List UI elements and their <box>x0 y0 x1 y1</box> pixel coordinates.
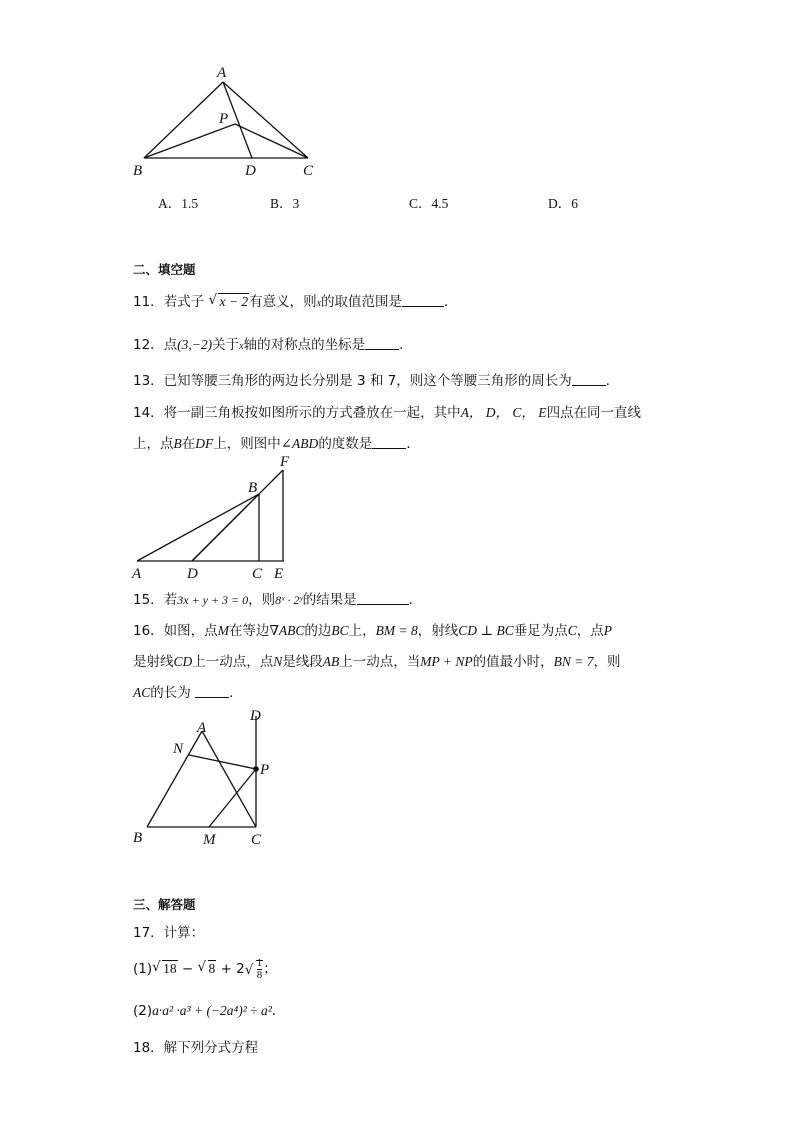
q16-bc: BC <box>331 623 349 638</box>
q16-t3: 的边 <box>304 623 332 639</box>
q17-p1-plus: + 2 <box>216 961 245 977</box>
q15-expr: 8ˣ · 2ʸ <box>275 593 303 607</box>
label-e: E <box>274 566 284 582</box>
q17-p2-expr: a·a² ·a³ + (−2a⁴)² ÷ a² <box>152 1003 272 1018</box>
q11-pre: 若式子 <box>163 294 205 310</box>
q14-line2-pre: 上，点 <box>133 436 174 452</box>
q15-answer-blank[interactable] <box>357 592 409 605</box>
q16-c: C <box>567 623 577 638</box>
q16-t4: 上， <box>348 623 376 639</box>
q11-mid: 有意义，则 <box>249 294 317 310</box>
q17-p1-b: 8 <box>208 961 216 976</box>
label-p: P <box>219 111 229 127</box>
q12-answer-blank[interactable] <box>365 337 399 350</box>
q14-points: A， D， C， E <box>460 405 547 420</box>
q12 <box>133 333 413 353</box>
q14-line1-post: 四点在同一直线 <box>546 405 642 421</box>
q16-ac: AC <box>133 685 151 700</box>
q17-p1-a: 18 <box>163 961 177 976</box>
q12-mid: 关于 <box>212 337 240 353</box>
q14-angle: ∠ABD <box>280 436 319 451</box>
q16-cd2: CD <box>173 654 193 669</box>
q16-figure <box>125 700 285 855</box>
q17-p2-label: (2) <box>133 1003 153 1019</box>
label-p: P <box>260 762 270 778</box>
q17-p1-fd: 8 <box>256 969 263 982</box>
q14-line2 <box>133 432 420 452</box>
q12-var: x <box>239 341 244 352</box>
q11-end: ． <box>444 294 458 310</box>
q10-figure <box>125 60 335 185</box>
q10-option-c: C．4.5 <box>409 196 449 211</box>
q10-option-b: B．3 <box>270 196 300 211</box>
q17-p1-end: ； <box>263 961 277 977</box>
section-3-title: 三、解答题 <box>133 897 196 912</box>
q16-answer-blank[interactable] <box>195 685 229 698</box>
q16-bn: BN = 7 <box>553 654 594 669</box>
q16-t8: 是射线 <box>133 654 174 670</box>
q15-end: ． <box>408 592 423 608</box>
label-d: D <box>245 163 256 179</box>
q11-var: x <box>316 298 322 309</box>
label-f: F <box>280 454 290 470</box>
label-b: B <box>248 480 258 496</box>
seg-bp <box>144 124 235 158</box>
q16-cd: CD ⊥ BC <box>458 623 514 638</box>
q16-line2 <box>133 650 621 670</box>
q16-ab: AB <box>322 654 340 669</box>
q16-t12: 的值最小时， <box>472 654 554 670</box>
q17-part1 <box>133 957 277 981</box>
q17-p1-minus: − <box>177 961 198 977</box>
q16-t13: ，则 <box>593 654 621 670</box>
q11 <box>133 290 458 310</box>
label-c: C <box>303 163 314 179</box>
label-a: A <box>132 566 142 582</box>
q17-p1-sqrt-b: √ 8 <box>197 959 216 976</box>
label-b: B <box>133 830 143 846</box>
q14-answer-blank[interactable] <box>372 436 406 449</box>
q16-t11: 上一动点，当 <box>339 654 421 670</box>
label-n: N <box>173 741 184 757</box>
q16-line1 <box>133 619 612 639</box>
q14-end: ． <box>406 436 420 452</box>
q16-m: M <box>217 623 229 638</box>
label-a: A <box>217 65 227 81</box>
label-c: C <box>252 566 263 582</box>
label-d: D <box>187 566 198 582</box>
q16-t1: 16．如图，点 <box>133 623 218 639</box>
q12-post: 轴的对称点的坐标是 <box>243 337 366 353</box>
q11-post: 的取值范围是 <box>321 294 403 310</box>
seg-mp <box>209 769 256 827</box>
label-b: B <box>133 163 143 179</box>
label-c: C <box>251 832 262 848</box>
q17-p1-sqrt-a: √ 18 <box>152 959 177 976</box>
q15-post: 的结果是 <box>302 592 357 608</box>
q14-line2-post: 的度数是 <box>318 436 373 452</box>
q14-df: DF <box>195 436 214 451</box>
q13-answer-blank[interactable] <box>572 373 606 386</box>
q15 <box>133 588 422 608</box>
q12-end: ． <box>399 337 413 353</box>
q16-t2: 在等边 <box>228 623 270 639</box>
q14-line1-pre: 14．将一副三角板按如图所示的方式叠放在一起，其中 <box>133 405 461 421</box>
q18-title: 18．解下列分式方程 <box>133 1040 259 1056</box>
q16-t10: 是线段 <box>282 654 323 670</box>
q15-num: 15． <box>133 592 164 608</box>
seg-ab <box>137 494 259 561</box>
q16-line3 <box>133 681 243 701</box>
q14-line2-mid: 在 <box>181 436 196 452</box>
q16-tri: ∇ABC <box>269 623 305 638</box>
q17-p1-label: (1) <box>133 961 153 977</box>
q12-point: (3,−2) <box>177 337 213 352</box>
q16-t9: 上一动点，点 <box>192 654 274 670</box>
q16-t7: ，点 <box>576 623 604 639</box>
q17-p1-sqrt-frac: √ $\frac{1}{8}$ <box>244 957 263 982</box>
q16-t5: ，射线 <box>417 623 459 639</box>
q16-t14: 的长为 <box>150 685 191 701</box>
seg-df <box>192 470 283 561</box>
q12-num: 12． <box>133 337 164 353</box>
point-p <box>253 766 259 772</box>
q11-answer-blank[interactable] <box>402 294 444 307</box>
q16-t6: 垂足为点 <box>513 623 568 639</box>
q13-text: 13．已知等腰三角形的两边长分别是 3 和 7，则这个等腰三角形的周长为 <box>133 373 572 389</box>
q14-line2-mid2: 上，则图中 <box>213 436 281 452</box>
q13-end: ． <box>605 373 620 389</box>
q15-pre: 若 <box>163 592 178 608</box>
q16-mpnp: MP + NP <box>420 654 473 669</box>
q17-p1-fn: 1 <box>256 957 263 970</box>
q11-num: 11． <box>133 294 164 310</box>
label-d: D <box>250 708 261 724</box>
q14-figure <box>125 450 315 585</box>
q16-bm: BM = 8 <box>375 623 418 638</box>
q14-line1 <box>133 401 641 421</box>
q10-option-d: D．6 <box>548 196 578 211</box>
q10-option-a: A．1.5 <box>158 196 199 211</box>
q11-radicand: x − 2 <box>219 294 249 309</box>
q16-n: N <box>273 654 283 669</box>
q14-b: B <box>173 436 182 451</box>
q17-part2 <box>133 999 285 1019</box>
q17-title: 17．计算： <box>133 925 205 941</box>
q13 <box>133 369 619 389</box>
q11-sqrt: √ x − 2 <box>208 292 249 309</box>
q16-end: ． <box>229 685 243 701</box>
q15-eq: 3x + y + 3 = 0 <box>177 593 249 607</box>
label-m: M <box>203 832 216 848</box>
label-a: A <box>197 720 207 736</box>
q17-p2-end: ． <box>271 1003 286 1019</box>
q16-p: P <box>603 623 612 638</box>
q15-mid: ，则 <box>248 592 276 608</box>
section-2-title: 二、填空题 <box>133 262 196 277</box>
seg-ab <box>144 82 223 158</box>
seg-ac <box>223 82 308 158</box>
q12-pre: 点 <box>163 337 178 353</box>
